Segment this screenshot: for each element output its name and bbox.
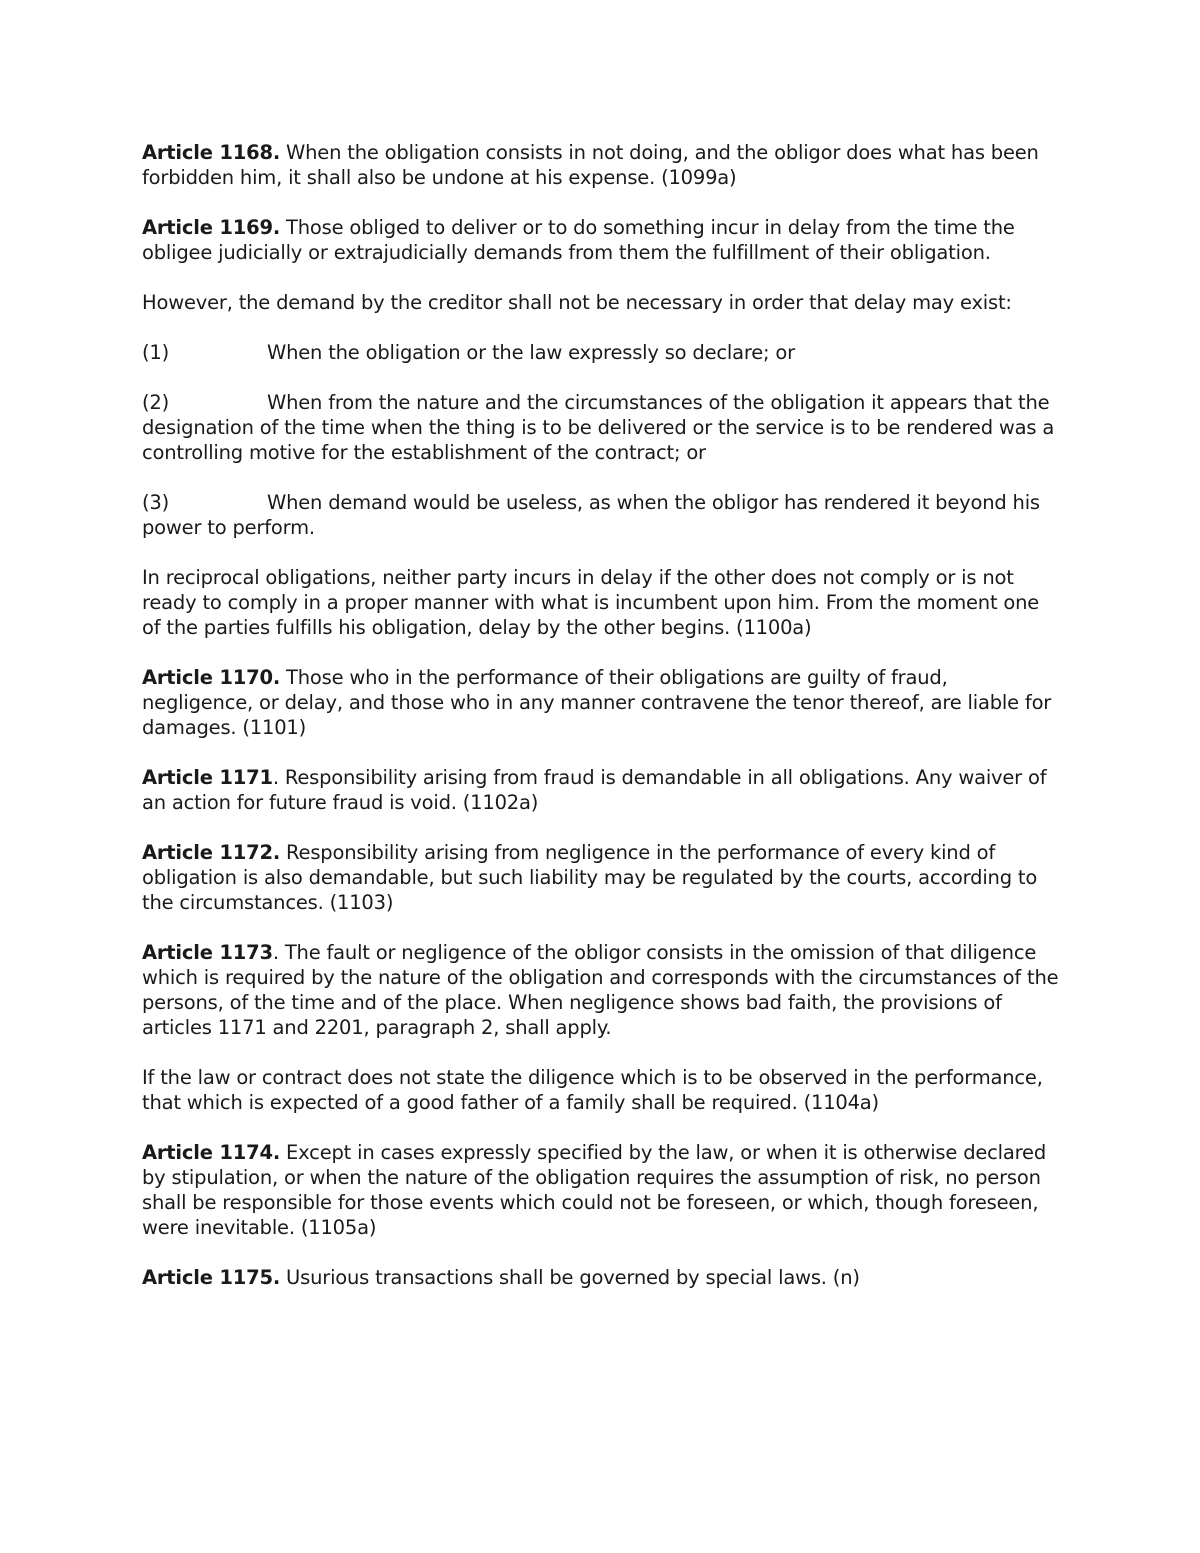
article-title: Article 1175.: [142, 1266, 281, 1289]
article-title: Article 1171: [142, 766, 273, 789]
article-title: Article 1168.: [142, 141, 281, 164]
article-1172: [142, 840, 1060, 915]
list-number: (3): [142, 491, 170, 514]
article-1175: [142, 1265, 1060, 1290]
list-item-2: [142, 390, 1060, 465]
article-text: . Responsibility arising from fraud is demandable in all obligations. Any waiver of an action for future fraud is void. (1102a): [142, 766, 1047, 814]
article-text: Usurious transactions shall be governed by special laws. (n): [280, 1266, 860, 1289]
paragraph-diligence: [142, 1065, 1060, 1115]
paragraph-demand-exception: [142, 290, 1060, 315]
list-text: When the obligation or the law expressly so declare; or: [267, 341, 795, 364]
list-text: When demand would be useless, as when the obligor has rendered it beyond his power to perform.: [142, 491, 1040, 539]
article-1173: [142, 940, 1060, 1040]
article-1169: [142, 215, 1060, 265]
article-text: When the obligation consists in not doing, and the obligor does what has been forbidden him, it shall also be undone at his expense. (1099a): [142, 141, 1039, 189]
paragraph-text: However, the demand by the creditor shall not be necessary in order that delay may exist:: [142, 291, 1012, 314]
article-title: Article 1169.: [142, 216, 281, 239]
paragraph-reciprocal: [142, 565, 1060, 640]
list-number: (1): [142, 341, 170, 364]
article-1171: [142, 765, 1060, 815]
article-title: Article 1170.: [142, 666, 281, 689]
article-title: Article 1172.: [142, 841, 281, 864]
list-item-3: [142, 490, 1060, 540]
article-text: Except in cases expressly specified by the law, or when it is otherwise declared by stipulation, or when the nature of the obligation requires the assumption of risk, no person shall be responsible for those events which could not be foreseen, or which, though foreseen, were inevitable. (1105a): [142, 1141, 1047, 1239]
paragraph-text: In reciprocal obligations, neither party incurs in delay if the other does not comply or is not ready to comply in a proper manner with what is incumbent upon him. From the moment one of the parties fulfills his obligation, delay by the other begins. (1100a): [142, 566, 1040, 639]
article-text: Those who in the performance of their obligations are guilty of fraud, negligence, or delay, and those who in any manner contravene the tenor thereof, are liable for damages. (1101): [142, 666, 1052, 739]
article-title: Article 1173: [142, 941, 273, 964]
article-1174: [142, 1140, 1060, 1240]
document-body: [142, 140, 1060, 1315]
article-1170: [142, 665, 1060, 740]
article-title: Article 1174.: [142, 1141, 281, 1164]
article-1168: [142, 140, 1060, 190]
article-text: Responsibility arising from negligence in the performance of every kind of obligation is also demandable, but such liability may be regulated by the courts, according to the circumstances. (1103): [142, 841, 1038, 914]
list-text: When from the nature and the circumstances of the obligation it appears that the designation of the time when the thing is to be delivered or the service is to be rendered was a controlling motive for the establishment of the contract; or: [142, 391, 1055, 464]
paragraph-text: If the law or contract does not state the diligence which is to be observed in the performance, that which is expected of a good father of a family shall be required. (1104a): [142, 1066, 1043, 1114]
article-text: Those obliged to deliver or to do something incur in delay from the time the obligee judicially or extrajudicially demands from them the fulfillment of their obligation.: [142, 216, 1015, 264]
list-number: (2): [142, 391, 170, 414]
article-text: . The fault or negligence of the obligor consists in the omission of that diligence which is required by the nature of the obligation and corresponds with the circumstances of the persons, of the time and of the place. When negligence shows bad faith, the provisions of articles 1171 and 2201, paragraph 2, shall apply.: [142, 941, 1059, 1039]
list-item-1: [142, 340, 1060, 365]
